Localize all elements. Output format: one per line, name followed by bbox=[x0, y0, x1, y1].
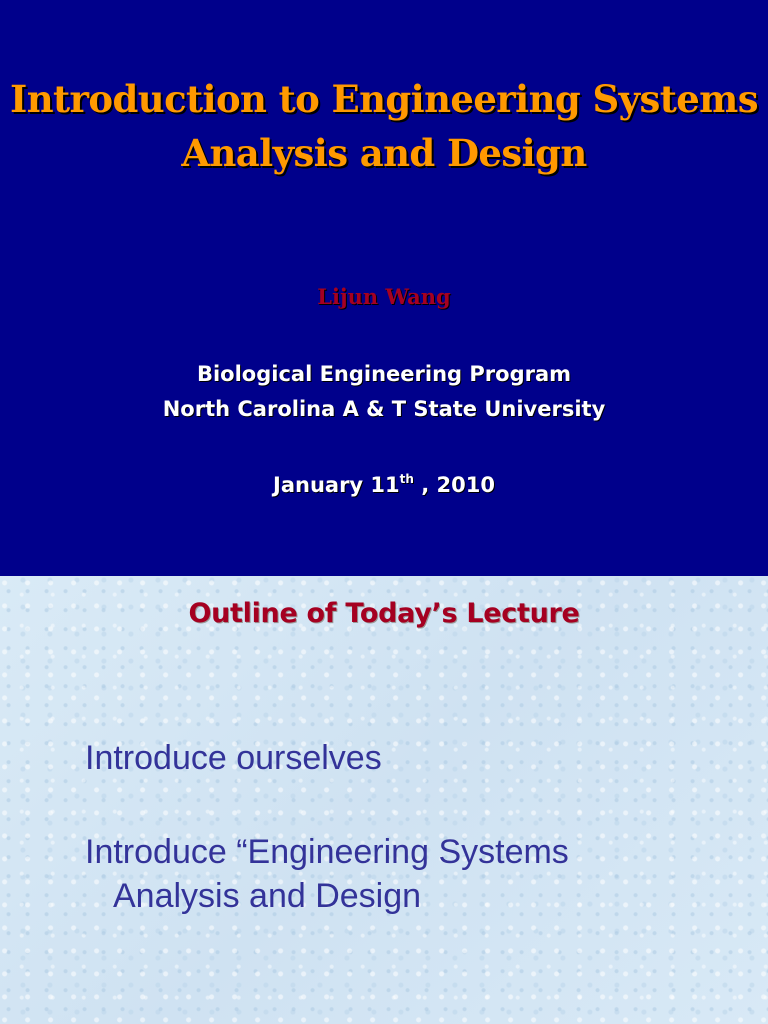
bullet-item bbox=[85, 830, 745, 918]
slide-title bbox=[0, 72, 768, 180]
affiliation-program: Biological Engineering Program bbox=[196, 362, 572, 386]
affiliation-university: North Carolina A & T State University bbox=[162, 397, 606, 421]
date-main: January 11 bbox=[273, 473, 400, 497]
lecture-date bbox=[0, 473, 768, 497]
bullet-item bbox=[85, 736, 745, 780]
outline-heading: Outline of Today’s Lecture bbox=[188, 598, 580, 629]
title-line-2: Analysis and Design bbox=[181, 131, 587, 175]
bullet-line: Introduce “Engineering Systems bbox=[85, 833, 569, 871]
bullet-line-continuation: Analysis and Design bbox=[113, 877, 422, 915]
title-line-1: Introduction to Engineering Systems bbox=[10, 77, 758, 121]
date-year: , 2010 bbox=[413, 473, 495, 497]
outline-slide bbox=[0, 576, 768, 1024]
bullet-line: Introduce ourselves bbox=[85, 739, 382, 777]
author-name: Lijun Wang bbox=[317, 284, 451, 309]
date-ordinal-suffix: th bbox=[399, 472, 414, 486]
